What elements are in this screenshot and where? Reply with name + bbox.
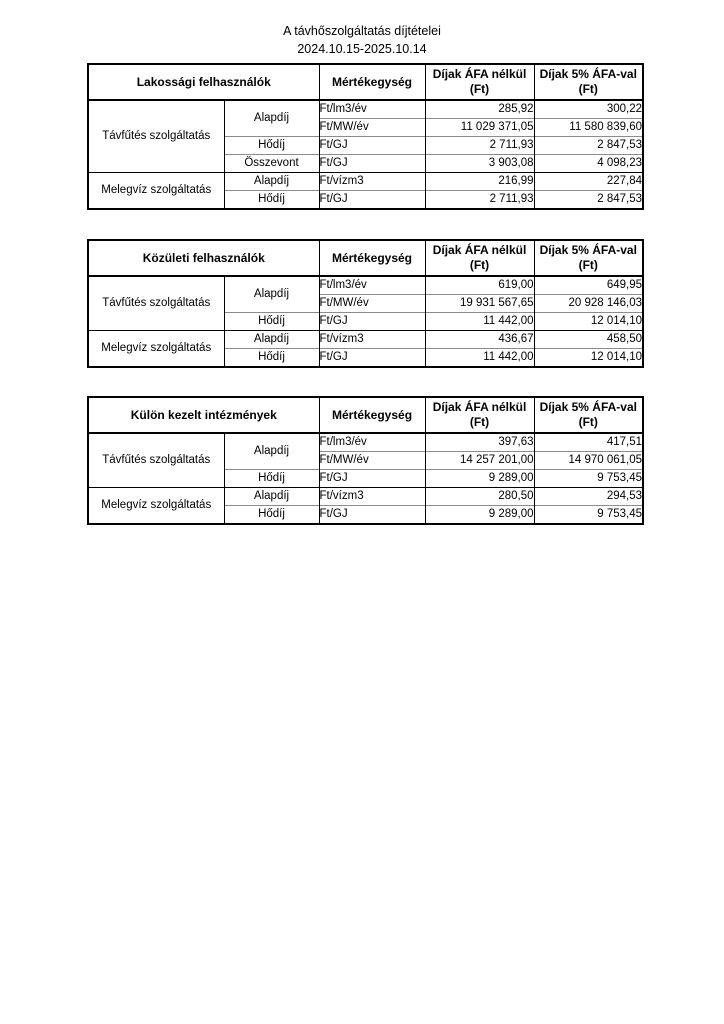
header-row (88, 397, 643, 433)
unit-cell: Ft/lm3/év (319, 433, 425, 452)
service-cell: Távfűtés szolgáltatás (88, 100, 224, 173)
net-price-cell: 285,92 (425, 100, 534, 119)
gross-header-line1: Díjak 5% ÁFA-val (539, 67, 637, 81)
user-group-header: Közületi felhasználók (88, 240, 319, 276)
gross-price-cell: 9 753,45 (534, 506, 643, 525)
unit-cell: Ft/vízm3 (319, 331, 425, 349)
fee-type-cell: Alapdíj (224, 331, 319, 349)
net-price-cell: 216,99 (425, 173, 534, 191)
fee-type-cell: Hődíj (224, 191, 319, 210)
document-period: 2024.10.15-2025.10.14 (297, 42, 427, 56)
net-price-cell: 11 029 371,05 (425, 119, 534, 137)
header-row (88, 64, 643, 100)
fee-type-cell: Összevont (224, 155, 319, 173)
user-group-header: Lakossági felhasználók (88, 64, 319, 100)
table-row (88, 173, 643, 191)
fee-type-cell: Alapdíj (224, 433, 319, 470)
unit-cell: Ft/lm3/év (319, 276, 425, 295)
table-row (88, 100, 643, 119)
unit-cell: Ft/vízm3 (319, 488, 425, 506)
unit-cell: Ft/MW/év (319, 119, 425, 137)
fee-type-cell: Alapdíj (224, 276, 319, 313)
unit-cell: Ft/GJ (319, 137, 425, 155)
net-price-cell: 3 903,08 (425, 155, 534, 173)
net-price-column-header (425, 240, 534, 276)
gross-price-cell: 649,95 (534, 276, 643, 295)
service-cell: Melegvíz szolgáltatás (88, 331, 224, 368)
gross-price-cell: 417,51 (534, 433, 643, 452)
service-cell: Távfűtés szolgáltatás (88, 276, 224, 331)
gross-price-cell: 2 847,53 (534, 191, 643, 210)
gross-price-cell: 11 580 839,60 (534, 119, 643, 137)
header-row (88, 240, 643, 276)
net-price-cell: 619,00 (425, 276, 534, 295)
gross-header-line2: (Ft) (578, 415, 598, 429)
gross-price-cell: 20 928 146,03 (534, 295, 643, 313)
unit-column-header: Mértékegység (319, 64, 425, 100)
tariff-table-institutional (87, 239, 644, 368)
unit-cell: Ft/vízm3 (319, 173, 425, 191)
net-price-cell: 397,63 (425, 433, 534, 452)
gross-price-column-header (534, 397, 643, 433)
table-row (88, 488, 643, 506)
gross-price-column-header (534, 240, 643, 276)
net-price-cell: 14 257 201,00 (425, 452, 534, 470)
document-title: A távhőszolgáltatás díjtételei (283, 24, 441, 38)
tariff-table-residential (87, 63, 644, 210)
gross-price-cell: 9 753,45 (534, 470, 643, 488)
net-price-cell: 19 931 567,65 (425, 295, 534, 313)
user-group-header: Külön kezelt intézmények (88, 397, 319, 433)
net-price-cell: 436,67 (425, 331, 534, 349)
gross-price-cell: 14 970 061,05 (534, 452, 643, 470)
fee-type-cell: Hődíj (224, 313, 319, 331)
unit-cell: Ft/MW/év (319, 295, 425, 313)
unit-cell: Ft/GJ (319, 470, 425, 488)
gross-price-column-header (534, 64, 643, 100)
net-header-line1: Díjak ÁFA nélkül (432, 243, 527, 257)
net-header-line2: (Ft) (469, 82, 490, 96)
tariff-table-special-institutions (87, 396, 644, 525)
gross-price-cell: 4 098,23 (534, 155, 643, 173)
service-cell: Melegvíz szolgáltatás (88, 173, 224, 210)
gross-header-line1: Díjak 5% ÁFA-val (539, 243, 637, 257)
net-price-column-header (425, 64, 534, 100)
net-price-cell: 280,50 (425, 488, 534, 506)
net-price-column-header (425, 397, 534, 433)
unit-cell: Ft/GJ (319, 313, 425, 331)
gross-header-line1: Díjak 5% ÁFA-val (539, 400, 637, 414)
net-price-cell: 2 711,93 (425, 137, 534, 155)
fee-type-cell: Hődíj (224, 137, 319, 155)
net-price-cell: 9 289,00 (425, 470, 534, 488)
unit-cell: Ft/lm3/év (319, 100, 425, 119)
table-row (88, 331, 643, 349)
net-header-line2: (Ft) (469, 415, 490, 429)
net-price-cell: 11 442,00 (425, 349, 534, 368)
gross-price-cell: 227,84 (534, 173, 643, 191)
service-cell: Távfűtés szolgáltatás (88, 433, 224, 488)
gross-price-cell: 12 014,10 (534, 313, 643, 331)
unit-cell: Ft/GJ (319, 191, 425, 210)
gross-price-cell: 458,50 (534, 331, 643, 349)
fee-type-cell: Alapdíj (224, 173, 319, 191)
fee-type-cell: Alapdíj (224, 488, 319, 506)
unit-cell: Ft/GJ (319, 155, 425, 173)
table-row (88, 276, 643, 295)
gross-header-line2: (Ft) (578, 82, 598, 96)
unit-column-header: Mértékegység (319, 240, 425, 276)
gross-price-cell: 300,22 (534, 100, 643, 119)
gross-header-line2: (Ft) (578, 258, 598, 272)
fee-type-cell: Hődíj (224, 349, 319, 368)
unit-cell: Ft/GJ (319, 349, 425, 368)
net-price-cell: 9 289,00 (425, 506, 534, 525)
net-header-line2: (Ft) (469, 258, 490, 272)
table-row (88, 433, 643, 452)
fee-type-cell: Alapdíj (224, 100, 319, 137)
fee-type-cell: Hődíj (224, 470, 319, 488)
gross-price-cell: 12 014,10 (534, 349, 643, 368)
unit-cell: Ft/GJ (319, 506, 425, 525)
net-price-cell: 11 442,00 (425, 313, 534, 331)
net-price-cell: 2 711,93 (425, 191, 534, 210)
gross-price-cell: 294,53 (534, 488, 643, 506)
net-header-line1: Díjak ÁFA nélkül (432, 400, 527, 414)
net-header-line1: Díjak ÁFA nélkül (432, 67, 527, 81)
unit-cell: Ft/MW/év (319, 452, 425, 470)
gross-price-cell: 2 847,53 (534, 137, 643, 155)
unit-column-header: Mértékegység (319, 397, 425, 433)
fee-type-cell: Hődíj (224, 506, 319, 525)
service-cell: Melegvíz szolgáltatás (88, 488, 224, 525)
